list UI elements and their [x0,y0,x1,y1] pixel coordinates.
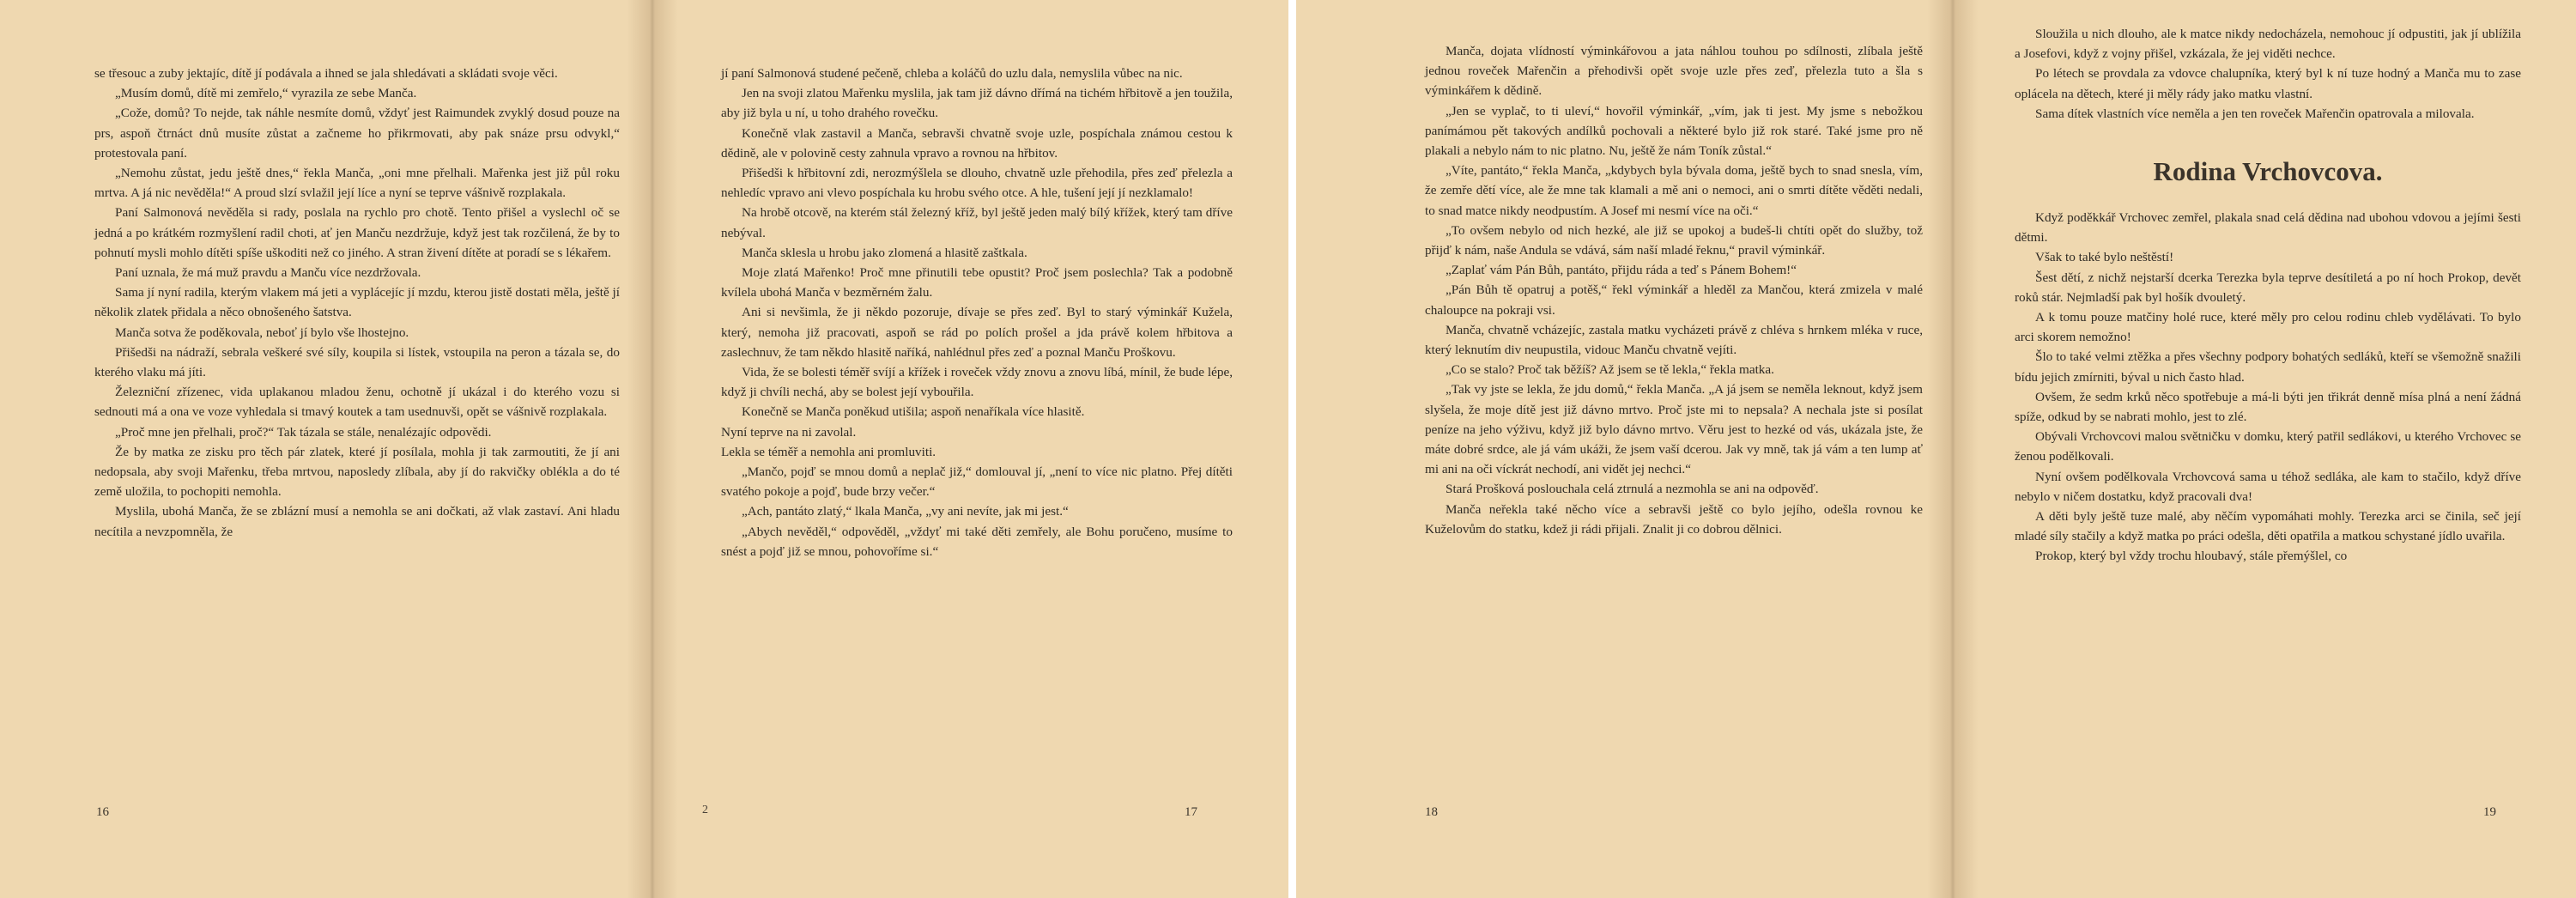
paragraph: Vida, že se bolesti téměř svíjí a křížek i roveček vždy znovu a znovu líbá, mínil, že bude lépe, když ji chvíli nechá, aby se bolest její vybouřila. [721,365,1233,400]
paragraph: „Víte, pantáto,“ řekla Manča, „kdybych byla bývala doma, ještě bych to snad snesla, vím, že zemře dětí více, ale že mne tak klamali a mě ani o nemoci, ani o smrti dítěte věděti nedali, to snad matce nikdy neodpustím. A Josef mi nesmí více na oči.“ [1425,163,1923,218]
paragraph: Obývali Vrchovcovi malou světničku v domku, který patřil sedlákovi, u kterého Vrchovec se ženou podělkovali. [2015,429,2521,464]
paragraph: A děti byly ještě tuze malé, aby něčím vypomáhati mohly. Terezka arci se činila, seč její mladé síly stačily a když matka po práci odešla, děti opatřila a matkou schystané jídlo uvařila. [2015,509,2521,544]
paragraph: Konečně vlak zastavil a Manča, sebravši chvatně svoje uzle, pospíchala známou cestou k dědině, ale v polovině cesty zahnula vpravo a rovnou na hřbitov. [721,125,1233,161]
paragraph: „Musím domů, dítě mi zemřelo,“ vyrazila ze sebe Manča. [115,86,417,101]
page-18 [1296,0,1953,898]
paragraph: Že by matka ze zisku pro těch pár zlatek, které jí posílala, mohla ji tak zarmoutiti, že jí ani nedopsala, aby svoji Mařenku, třeba mrtvou, naposledy zlíbala, aby jí do rakvičky oblékla a do té země uložila, to pochopiti nemohla. [94,444,620,500]
paragraph: Paní Salmonová nevěděla si rady, poslala na rychlo pro chotě. Tento přišel a vyslechl oč se jedná a po krátkém rozmyšlení radil choti, ať jen Manču nezdržuje, když jest tak rozčilená, že by to pohnutí mysli mohlo dítěti spíše uškoditi než co jiného. A stran živení dítěte at poradí se s lékařem. [94,205,620,260]
page-text [721,64,1233,561]
paragraph: „Ach, pantáto zlatý,“ lkala Manča, „vy ani nevíte, jak mi jest.“ [742,504,1069,519]
paragraph: „Tak vy jste se lekla, že jdu domů,“ řekla Manča. „A já jsem se neměla leknout, když jsem slyšela, že moje dítě jest již dávno mrtvo. Proč jste mi to nepsala? A nechala jste si posílat peníze na jeho výživu, když již bylo dávno mrtvo. Věru jest to hezké od vás, ukázala jste, že máte dobré srdce, ale já vám ukáži, že jsem vaší dcerou. Jak vy mně, tak já vám a ten lump ať mi ani na oči víckrát nechodí, ani vidět jej nechci.“ [1425,382,1923,477]
paragraph: Manča sotva že poděkovala, neboť jí bylo vše lhostejno. [115,325,409,340]
signature-mark: 2 [702,804,708,816]
paragraph: „Pán Bůh tě opatruj a potěš,“ řekl výminkář a hleděl za Mančou, která zmizela v malé chaloupce na pokraji vsi. [1425,282,1923,318]
paragraph: Prokop, který byl vždy trochu hloubavý, stále přemýšlel, co [2035,549,2348,564]
paragraph: „Jen se vyplač, to ti uleví,“ hovořil výminkář, „vím, jak ti jest. My jsme s nebožkou panímámou pět takových andílků pochovali a některé bylo již rok staré. Také jsme pro ně plakali a nebylo nám to nic platno. Nu, ještě že nám Toník zůstal.“ [1425,103,1923,159]
paragraph: Jen na svoji zlatou Mařenku myslila, jak tam již dávno dřímá na tichém hřbitově a jen toužila, aby již byla u ní, u toho drahého rovečku. [721,86,1233,121]
paragraph: Myslila, ubohá Manča, že se zblázní musí a nemohla se ani dočkati, až vlak zastaví. Ani hladu necítila a nevzpomněla, že [94,504,620,539]
page-number: 16 [96,805,109,819]
paragraph: Když poděkkář Vrchovec zemřel, plakala snad celá dědina nad ubohou vdovou a jejími šesti dětmi. [2015,210,2521,246]
paragraph: „To ovšem nebylo od nich hezké, ale již se upokoj a budeš-li chtíti opět do služby, tož přijď k nám, naše Andula se vdává, sám naší mladé řeknu,“ pravil výminkář. [1425,222,1923,258]
paragraph: Nyní ovšem podělkovala Vrchovcová sama u téhož sedláka, ale kam to stačilo, když dříve nebylo v ničem dostatku, když pracovali dva! [2015,469,2521,504]
paragraph: Moje zlatá Mařenko! Proč mne přinutili tebe opustit? Proč jsem poslechla? Tak a podobně kvílela ubohá Manča v bezměrném žalu. [721,265,1233,300]
paragraph: „Co se stalo? Proč tak běžíš? Až jsem se tě lekla,“ řekla matka. [1446,362,1774,378]
paragraph: Na hrobě otcově, na kterém stál železný kříž, byl ještě jeden malý bílý křížek, který tam dříve nebýval. [721,205,1233,240]
page-19 [1953,0,2576,898]
paragraph: „Mančo, pojď se mnou domů a neplač již,“ domlouval jí, „není to více nic platno. Přej dítěti svatého pokoje a pojď, bude brzy večer.“ [721,464,1233,500]
page-16 [0,0,652,898]
page-number: 17 [1185,805,1197,819]
chapter-title: Rodina Vrchovcova. [2153,156,2383,187]
paragraph: Přišedši k hřbitovní zdi, nerozmýšlela se dlouho, chvatně uzle přehodila, přes zeď přelezla a nehledíc vpravo ani vlevo pospíchala ku hrobu svého otce. A hle, tušení její jí nezklamalo! [721,166,1233,201]
paragraph: jí paní Salmonová studené pečeně, chleba a koláčů do uzlu dala, nemyslila vůbec na nic. [721,66,1183,81]
paragraph: „Cože, domů? To nejde, tak náhle nesmíte domů, vždyť jest Raimundek zvyklý dosud pouze na prs, aspoň čtrnáct dnů musíte zůstat a začneme ho přikrmovati, aby pak snáze prsu odvykl,“ protestovala paní. [94,106,620,161]
paragraph: Nyní teprve na ni zavolal. [721,424,857,440]
paragraph: Sama dítek vlastních více neměla a jen ten roveček Mařenčin opatrovala a milovala. [2035,106,2475,121]
paragraph: „Nemohu zůstat, jedu ještě dnes,“ řekla Manča, „oni mne přelhali. Mařenka jest již půl roku mrtva. A já nic nevěděla!“ A proud slzí svlažil její líce a nyní se teprve vášnivě rozplakala. [94,166,620,201]
paragraph: Sloužila u nich dlouho, ale k matce nikdy nedocházela, nemohouc jí odpustiti, jak jí ublížila a Josefovi, když z vojny přišel, vzkázala, že jej viděti nechce. [2015,27,2521,62]
paragraph: se třesouc a zuby jektajíc, dítě jí podávala a ihned se jala shledávati a skládati svoje věci. [94,66,558,81]
paragraph: Stará Prošková poslouchala celá ztrnulá a nezmohla se ani na odpověď. [1446,482,1819,497]
paragraph: Ani si nevšimla, že ji někdo pozoruje, dívaje se přes zeď. Byl to starý výminkář Kužela, který, nemoha již pracovati, aspoň se rád po polích prošel a jda právě kolem hřbitova a zaslechnuv, že tam někdo hlasitě naříká, nahlédnul přes zeď a poznal Manču Proškovu. [721,305,1233,360]
paragraph: Přišedši na nádraží, sebrala veškeré své síly, koupila si lístek, vstoupila na peron a tázala se, do kterého vlaku má jíti. [94,344,620,380]
paragraph: Sama jí nyní radila, kterým vlakem má jeti a vyplácejíc jí mzdu, kterou jistě dostati měla, ještě jí několik zlatek přidala a něco obnošeného šatstva. [94,285,620,320]
page-number: 18 [1425,805,1438,819]
page-17 [652,0,1288,898]
paragraph: Ovšem, že sedm krků něco spotřebuje a má-li býti jen třikrát denně mísa plná a není žádná spíže, odkud by se nabrati mohlo, jest to zlé. [2015,389,2521,425]
paragraph: „Zaplať vám Pán Bůh, pantáto, přijdu ráda a teď s Pánem Bohem!“ [1446,263,1797,278]
paragraph: Manča, dojata vlídností výminkářovou a jata náhlou touhou po sdílnosti, zlíbala ještě jednou roveček Mařenčin a přehodivši opět svoje uzle přes zeď, přelezla tuto a šla s výminkářem k dědině. [1425,44,1923,99]
page-text [1425,41,1923,539]
page-number: 19 [2483,805,2496,819]
paragraph: Železniční zřízenec, vida uplakanou mladou ženu, ochotně jí ukázal i do kterého vozu si sednouti má a ona ve voze vyhledala si tmavý koutek a tam usednuvši, opět se vášnivě rozplakala. [94,385,620,420]
paragraph: Konečně se Manča poněkud utišila; aspoň nenaříkala více hlasitě. [742,404,1085,420]
paragraph: Lekla se téměř a nemohla ani promluviti. [721,444,936,459]
paragraph: A k tomu pouze matčiny holé ruce, které měly pro celou rodinu chleb vydělávati. To bylo arci skorem nemožno! [2015,310,2521,345]
paragraph: „Abych nevěděl,“ odpověděl, „vždyť mi také děti zemřely, ale Bohu poručeno, musíme to snést a pojď již se mnou, pohovoříme si.“ [721,524,1233,559]
paragraph: Manča neřekla také něcho více a sebravši ještě co bylo jejího, odešla rovnou ke Kuželovům do statku, kdež ji rádi přijali. Znalit ji co dobrou dělnici. [1425,501,1923,537]
paragraph: Manča, chvatně vcházejíc, zastala matku vycházeti právě z chléva s hrnkem mléka v ruce, který leknutím div neupustila, vidouc Manču chvatně vejíti. [1425,322,1923,358]
paragraph: Však to také bylo neštěstí! [2035,250,2174,265]
page-text [94,64,620,542]
book-spread-right [1296,0,2576,898]
paragraph: Paní uznala, že má muž pravdu a Manču více nezdržovala. [115,265,421,281]
page-text [2015,24,2521,567]
paragraph: Šest dětí, z nichž nejstarší dcerka Terezka byla teprve desítiletá a po ní hoch Prokop, devět roků stár. Nejmladší pak byl hošík dvouletý. [2015,270,2521,305]
paragraph: Manča sklesla u hrobu jako zlomená a hlasitě zaštkala. [742,245,1027,260]
paragraph: „Proč mne jen přelhali, proč?“ Tak tázala se stále, nenalézajíc odpovědi. [115,424,492,440]
paragraph: Po létech se provdala za vdovce chalupníka, který byl k ní tuze hodný a Manča mu to zase oplácela na dětech, které ji měly rády jako matku vlastní. [2015,66,2521,101]
paragraph: Šlo to také velmi ztěžka a přes všechny podpory bohatých sedláků, kteří se všemožně snažili bídu jejich zmírniti, býval u nich často hlad. [2015,349,2521,385]
